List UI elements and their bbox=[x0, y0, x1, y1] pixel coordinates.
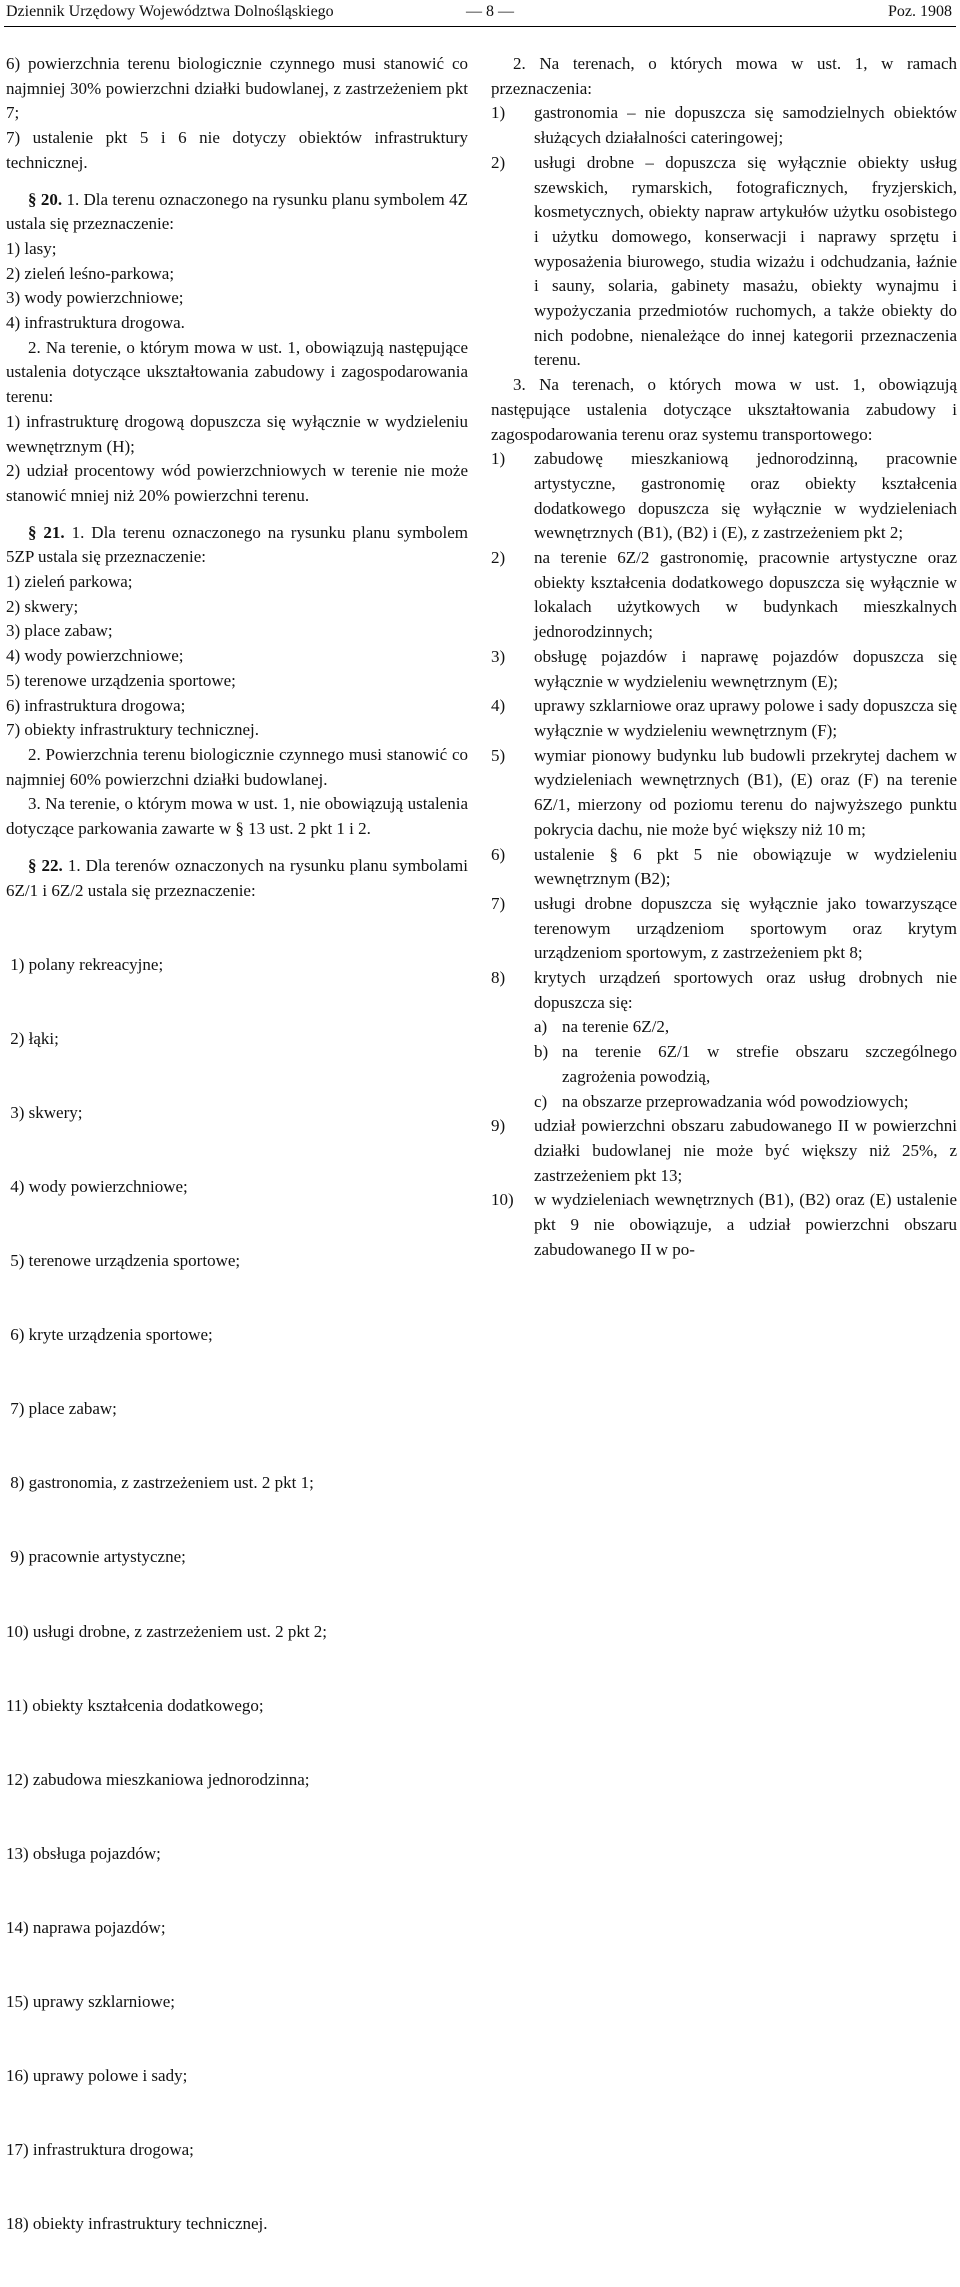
list-item: 6) infrastruktura drogowa; bbox=[6, 695, 186, 715]
list-item: 10) usługi drobne, z zastrzeżeniem ust. 2 pkt 2; bbox=[6, 1621, 328, 1641]
section-number: § 20. bbox=[28, 189, 63, 209]
paragraph: 3. Na terenach, o których mowa w ust. 1, obowiązują następujące ustalenia dotyczące ukształtowania zabudowy i zagospodarowania terenu oraz systemu transportowego: bbox=[491, 375, 957, 444]
item-number: 2) bbox=[491, 152, 506, 172]
paragraph: 2. Na terenie, o którym mowa w ust. 1, obowiązują następujące ustalenia dotyczące ukształtowania zabudowy i zagospodarowania terenu: bbox=[6, 337, 468, 407]
item-text: usługi drobne dopuszcza się wyłącznie jako towarzyszące terenowym urządzeniom sportowym oraz krytym urządzeniom sportowym, z zastrzeżeniem pkt 8; bbox=[534, 893, 957, 963]
header-divider bbox=[4, 26, 956, 27]
list-item: 4) wody powierzchniowe; bbox=[6, 646, 184, 666]
list-item: 5) terenowe urządzenia sportowe; bbox=[6, 1251, 241, 1271]
paragraph: 2. Na terenach, o których mowa w ust. 1, w ramach przeznaczenia: bbox=[491, 54, 957, 98]
section-text: 1. Dla terenu oznaczonego na rysunku planu symbolem 4Z ustala się przeznaczenie: bbox=[6, 189, 468, 234]
list-item bbox=[491, 1188, 957, 1262]
item-text: na terenie 6Z/1 w strefie obszaru szczególnego zagrożenia powodzią, bbox=[562, 1042, 957, 1086]
list-item: 2) udział procentowy wód powierzchniowych w terenie nie może stanowić mniej niż 20% powierzchni terenu. bbox=[6, 461, 468, 505]
list-item bbox=[491, 101, 957, 150]
list-item: 11) obiekty kształcenia dodatkowego; bbox=[6, 1695, 264, 1715]
list-item: 16) uprawy polowe i sady; bbox=[6, 2066, 188, 2086]
item-letter: b) bbox=[534, 1042, 549, 1062]
list-item: 1) polany rekreacyjne; bbox=[6, 954, 164, 974]
list-item: 1) infrastrukturę drogową dopuszcza się wyłącznie w wydzieleniu wewnętrznym (H); bbox=[6, 411, 468, 456]
list-item bbox=[491, 892, 957, 966]
item-letter: c) bbox=[534, 1091, 548, 1111]
item-text: w wydzieleniach wewnętrznych (B1), (B2) oraz (E) ustalenie pkt 9 nie obowiązuje, a udział powierzchni obszaru zabudowanego II w po- bbox=[534, 1190, 957, 1259]
page-number: — 8 — bbox=[466, 3, 514, 20]
item-text: krytych urządzeń sportowych oraz usług drobnych nie dopuszcza się: bbox=[534, 968, 957, 1012]
item-number: 1) bbox=[491, 449, 506, 469]
item-text: obsługę pojazdów i naprawę pojazdów dopuszcza się wyłącznie w wydzieleniu wewnętrznym (E); bbox=[534, 646, 957, 691]
item-text: wymiar pionowy budynku lub budowli przekrytej dachem w wydzieleniach wewnętrznych (B1), (E) oraz (F) na terenie 6Z/1, mierzony od poziomu terenu do najwyższego punktu pokrycia dachu, nie może być większy niż 10 m; bbox=[534, 745, 957, 839]
item-text: na terenie 6Z/2 gastronomię, pracownie artystyczne oraz obiekty kształcenia dodatkowego dopuszcza się wyłącznie w lokalach użytkowych w budynkach mieszkalnych jednorodzinnych; bbox=[534, 548, 957, 642]
paragraph: 3. Na terenie, o którym mowa w ust. 1, nie obowiązują ustalenia dotyczące parkowania zawarte w § 13 ust. 2 pkt 1 i 2. bbox=[6, 794, 468, 839]
list-item: 1) lasy; bbox=[6, 238, 57, 258]
item-number: 5) bbox=[491, 745, 506, 765]
list-item: 3) place zabaw; bbox=[6, 621, 113, 641]
list-item bbox=[491, 966, 957, 1015]
item-number: 10) bbox=[491, 1190, 514, 1210]
section-22-list bbox=[6, 903, 468, 2286]
position-number: Poz. 1908 bbox=[888, 3, 952, 20]
list-item bbox=[491, 447, 957, 546]
list-item: 8) gastronomia, z zastrzeżeniem ust. 2 pkt 1; bbox=[6, 1473, 314, 1493]
paragraph: 6) powierzchnia terenu biologicznie czynnego musi stanowić co najmniej 30% powierzchni działki budowlanej, z zastrzeżeniem pkt 7; bbox=[6, 54, 468, 123]
sub-list-item bbox=[491, 1090, 957, 1115]
section-22 bbox=[6, 854, 468, 903]
list-item: 4) wody powierzchniowe; bbox=[6, 1176, 188, 1196]
item-text: zabudowę mieszkaniową jednorodzinną, pracownie artystyczne, gastronomię oraz obiekty kształcenia dodatkowego dopuszcza się wyłącznie w wydzieleniach wewnętrznych (B1), (B2) i (E), z zastrzeżeniem pkt 2; bbox=[534, 449, 957, 543]
list-item: 14) naprawa pojazdów; bbox=[6, 1918, 166, 1938]
section-number: § 21. bbox=[28, 522, 65, 542]
section-number: § 22. bbox=[28, 855, 63, 875]
paragraph: 7) ustalenie pkt 5 i 6 nie dotyczy obiektów infrastruktury technicznej. bbox=[6, 128, 468, 172]
list-item bbox=[491, 645, 957, 694]
item-letter: a) bbox=[534, 1017, 548, 1037]
item-text: ustalenie § 6 pkt 5 nie obowiązuje w wydzieleniu wewnętrznym (B2); bbox=[534, 844, 957, 889]
item-number: 6) bbox=[491, 844, 506, 864]
left-column bbox=[6, 52, 468, 2287]
list-item: 15) uprawy szklarniowe; bbox=[6, 1992, 176, 2012]
sub-list-item bbox=[491, 1040, 957, 1089]
list-item: 13) obsługa pojazdów; bbox=[6, 1843, 161, 1863]
item-number: 9) bbox=[491, 1116, 506, 1136]
list-item: 4) infrastruktura drogowa. bbox=[6, 313, 185, 333]
list-item: 1) zieleń parkowa; bbox=[6, 572, 133, 592]
list-item: 5) terenowe urządzenia sportowe; bbox=[6, 670, 236, 690]
item-text: uprawy szklarniowe oraz uprawy polowe i sady dopuszcza się wyłącznie w wydzieleniu wewnętrznym (F); bbox=[534, 696, 957, 740]
list-item bbox=[491, 546, 957, 645]
section-20 bbox=[6, 188, 468, 237]
list-item bbox=[491, 1114, 957, 1188]
item-number: 4) bbox=[491, 696, 506, 716]
item-number: 2) bbox=[491, 548, 506, 568]
list-item: 18) obiekty infrastruktury technicznej. bbox=[6, 2214, 268, 2234]
item-number: 1) bbox=[491, 103, 506, 123]
item-text: na obszarze przeprowadzania wód powodziowych; bbox=[562, 1091, 909, 1111]
item-number: 7) bbox=[491, 893, 506, 913]
section-21 bbox=[6, 521, 468, 570]
list-item: 2) skwery; bbox=[6, 596, 79, 616]
list-item bbox=[491, 843, 957, 892]
item-number: 8) bbox=[491, 968, 506, 988]
item-text: usługi drobne – dopuszcza się wyłącznie obiekty usług szewskich, rymarskich, fotograficznych, fryzjerskich, kosmetycznych, obiekty napraw artykułów użytku osobistego i użytku domowego, konserwacji i naprawy sprzętu i wyposażenia biurowego, studia wizażu i odchudzania, łaźnie i sauny, solaria, gabinety masażu, obiekty wynajmu i wypożyczania przedmiotów ruchomych, a także obiekty do nich podobne, nienależące do innej kategorii przeznaczenia terenu. bbox=[534, 152, 957, 370]
right-column bbox=[491, 52, 957, 1262]
list-item bbox=[491, 151, 957, 373]
list-item bbox=[491, 744, 957, 843]
list-item: 7) obiekty infrastruktury technicznej. bbox=[6, 720, 260, 740]
list-item: 2) zieleń leśno-parkowa; bbox=[6, 263, 175, 283]
list-item: 6) kryte urządzenia sportowe; bbox=[6, 1325, 213, 1345]
item-text: gastronomia – nie dopuszcza się samodzielnych obiektów służących działalności cateringowej; bbox=[534, 103, 957, 148]
list-item: 12) zabudowa mieszkaniowa jednorodzinna; bbox=[6, 1769, 310, 1789]
list-item: 17) infrastruktura drogowa; bbox=[6, 2140, 194, 2160]
section-text: 1. Dla terenów oznaczonych na rysunku planu symbolami 6Z/1 i 6Z/2 ustala się przeznaczenie: bbox=[6, 855, 469, 900]
page-header bbox=[0, 0, 960, 27]
paragraph: 2. Powierzchnia terenu biologicznie czynnego musi stanowić co najmniej 60% powierzchni działki budowlanej. bbox=[6, 744, 468, 789]
list-item: 9) pracownie artystyczne; bbox=[6, 1547, 186, 1567]
list-item: 3) skwery; bbox=[6, 1102, 83, 1122]
item-text: na terenie 6Z/2, bbox=[562, 1017, 670, 1037]
journal-title: Dziennik Urzędowy Województwa Dolnośląskiego bbox=[6, 3, 334, 20]
sub-list-item bbox=[491, 1015, 957, 1040]
item-text: udział powierzchni obszaru zabudowanego II w powierzchni działki budowlanej nie może być większy niż 25%, z zastrzeżeniem pkt 13; bbox=[534, 1116, 957, 1185]
item-number: 3) bbox=[491, 646, 506, 666]
list-item: 7) place zabaw; bbox=[6, 1399, 117, 1419]
list-item: 3) wody powierzchniowe; bbox=[6, 288, 184, 308]
list-item bbox=[491, 694, 957, 743]
section-text: 1. Dla terenu oznaczonego na rysunku planu symbolem 5ZP ustala się przeznaczenie: bbox=[6, 522, 469, 567]
list-item: 2) łąki; bbox=[6, 1028, 59, 1048]
